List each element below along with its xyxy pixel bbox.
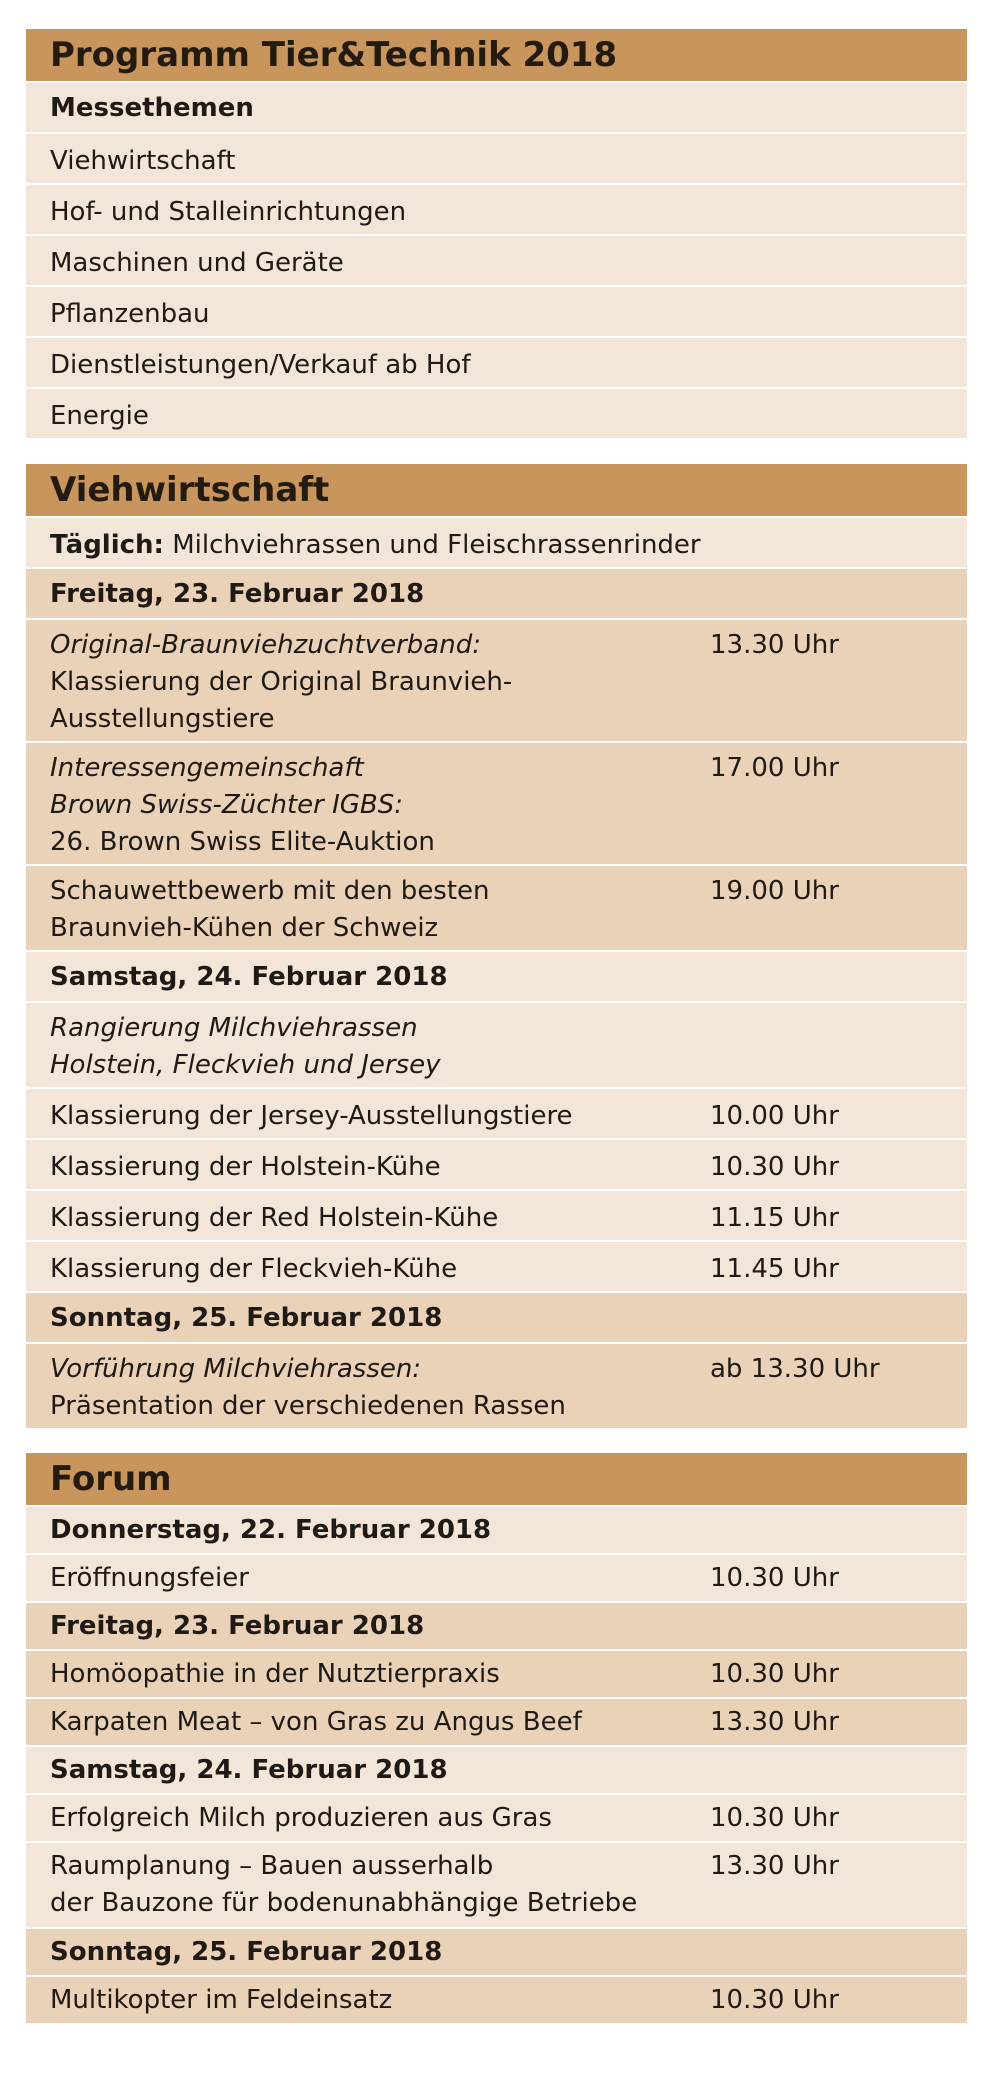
- event-row: [26, 618, 967, 741]
- event-text: Eröffnungsfeier: [50, 1563, 249, 1593]
- event-row: [26, 1793, 967, 1841]
- event-text: Schauwettbewerb mit den besten Braunvieh-Kühen der Schweiz: [50, 876, 490, 943]
- theme-item: Hof- und Stalleinrichtungen: [26, 183, 967, 234]
- event-text: Karpaten Meat – von Gras zu Angus Beef: [50, 1707, 582, 1737]
- forum-section: [26, 1453, 967, 2023]
- event-text: Erfolgreich Milch produzieren aus Gras: [50, 1803, 552, 1833]
- event-row: [26, 864, 967, 950]
- event-row: [26, 1240, 967, 1291]
- event-row: [26, 1841, 967, 1927]
- day-heading: Sonntag, 25. Februar 2018: [26, 1927, 967, 1975]
- event-time: 13.30 Uhr: [710, 1707, 839, 1737]
- theme-item: Viehwirtschaft: [26, 132, 967, 183]
- event-time: 10.30 Uhr: [710, 1985, 839, 2015]
- day-heading: Samstag, 24. Februar 2018: [26, 1745, 967, 1793]
- event-note: Rangierung Milchviehrassen Holstein, Fleckvieh und Jersey: [26, 1001, 967, 1087]
- event-text: Klassierung der Holstein-Kühe: [50, 1152, 441, 1182]
- daily-row: [26, 516, 967, 567]
- event-text: Homöopathie in der Nutztierpraxis: [50, 1659, 500, 1689]
- event-row: [26, 1649, 967, 1697]
- event-org: Original-Braunviehzuchtverband:: [50, 630, 481, 660]
- day-heading: Samstag, 24. Februar 2018: [26, 950, 967, 1001]
- viehwirtschaft-section: [26, 464, 967, 1428]
- event-row: [26, 741, 967, 864]
- day-heading: Sonntag, 25. Februar 2018: [26, 1291, 967, 1342]
- themes-subtitle: Messethemen: [26, 81, 967, 132]
- event-time: 10.30 Uhr: [710, 1152, 839, 1182]
- event-time: 10.30 Uhr: [710, 1659, 839, 1689]
- event-row: [26, 1138, 967, 1189]
- event-time: 10.30 Uhr: [710, 1803, 839, 1833]
- event-time: 17.00 Uhr: [710, 753, 839, 783]
- event-org: Interessengemeinschaft Brown Swiss-Züchter IGBS:: [50, 753, 404, 820]
- event-text: Klassierung der Red Holstein-Kühe: [50, 1203, 499, 1233]
- event-time: ab 13.30 Uhr: [710, 1354, 880, 1384]
- event-text: Klassierung der Original Braunvieh- Ausstellungstiere: [50, 667, 513, 734]
- event-time: 11.45 Uhr: [710, 1254, 839, 1284]
- daily-label: Täglich:: [50, 530, 164, 560]
- event-text: Klassierung der Fleckvieh-Kühe: [50, 1254, 458, 1284]
- event-text: 26. Brown Swiss Elite-Auktion: [50, 827, 435, 857]
- day-heading: Freitag, 23. Februar 2018: [26, 567, 967, 618]
- event-row: [26, 1975, 967, 2023]
- day-heading: Donnerstag, 22. Februar 2018: [26, 1505, 967, 1553]
- event-text: Raumplanung – Bauen ausserhalb der Bauzone für bodenunabhängige Betriebe: [50, 1851, 638, 1918]
- programm-section: [26, 29, 967, 438]
- theme-item: Pflanzenbau: [26, 285, 967, 336]
- theme-item: Energie: [26, 387, 967, 438]
- daily-text: Milchviehrassen und Fleischrassenrinder: [163, 530, 701, 560]
- event-row: [26, 1553, 967, 1601]
- event-text: Präsentation der verschiedenen Rassen: [50, 1391, 566, 1421]
- event-time: 13.30 Uhr: [710, 1851, 839, 1881]
- event-time: 10.00 Uhr: [710, 1101, 839, 1131]
- event-row: [26, 1087, 967, 1138]
- theme-item: Dienstleistungen/Verkauf ab Hof: [26, 336, 967, 387]
- viehwirtschaft-title: Viehwirtschaft: [26, 464, 967, 516]
- forum-title: Forum: [26, 1453, 967, 1505]
- day-heading: Freitag, 23. Februar 2018: [26, 1601, 967, 1649]
- event-time: 19.00 Uhr: [710, 876, 839, 906]
- event-row: [26, 1342, 967, 1428]
- event-text: Multikopter im Feldeinsatz: [50, 1985, 393, 2015]
- event-row: [26, 1189, 967, 1240]
- event-time: 13.30 Uhr: [710, 630, 839, 660]
- event-time: 10.30 Uhr: [710, 1563, 839, 1593]
- programm-title: Programm Tier&Technik 2018: [26, 29, 967, 81]
- event-row: [26, 1697, 967, 1745]
- theme-item: Maschinen und Geräte: [26, 234, 967, 285]
- event-org: Vorführung Milchviehrassen:: [50, 1354, 422, 1384]
- event-text: Klassierung der Jersey-Ausstellungstiere: [50, 1101, 573, 1131]
- event-time: 11.15 Uhr: [710, 1203, 839, 1233]
